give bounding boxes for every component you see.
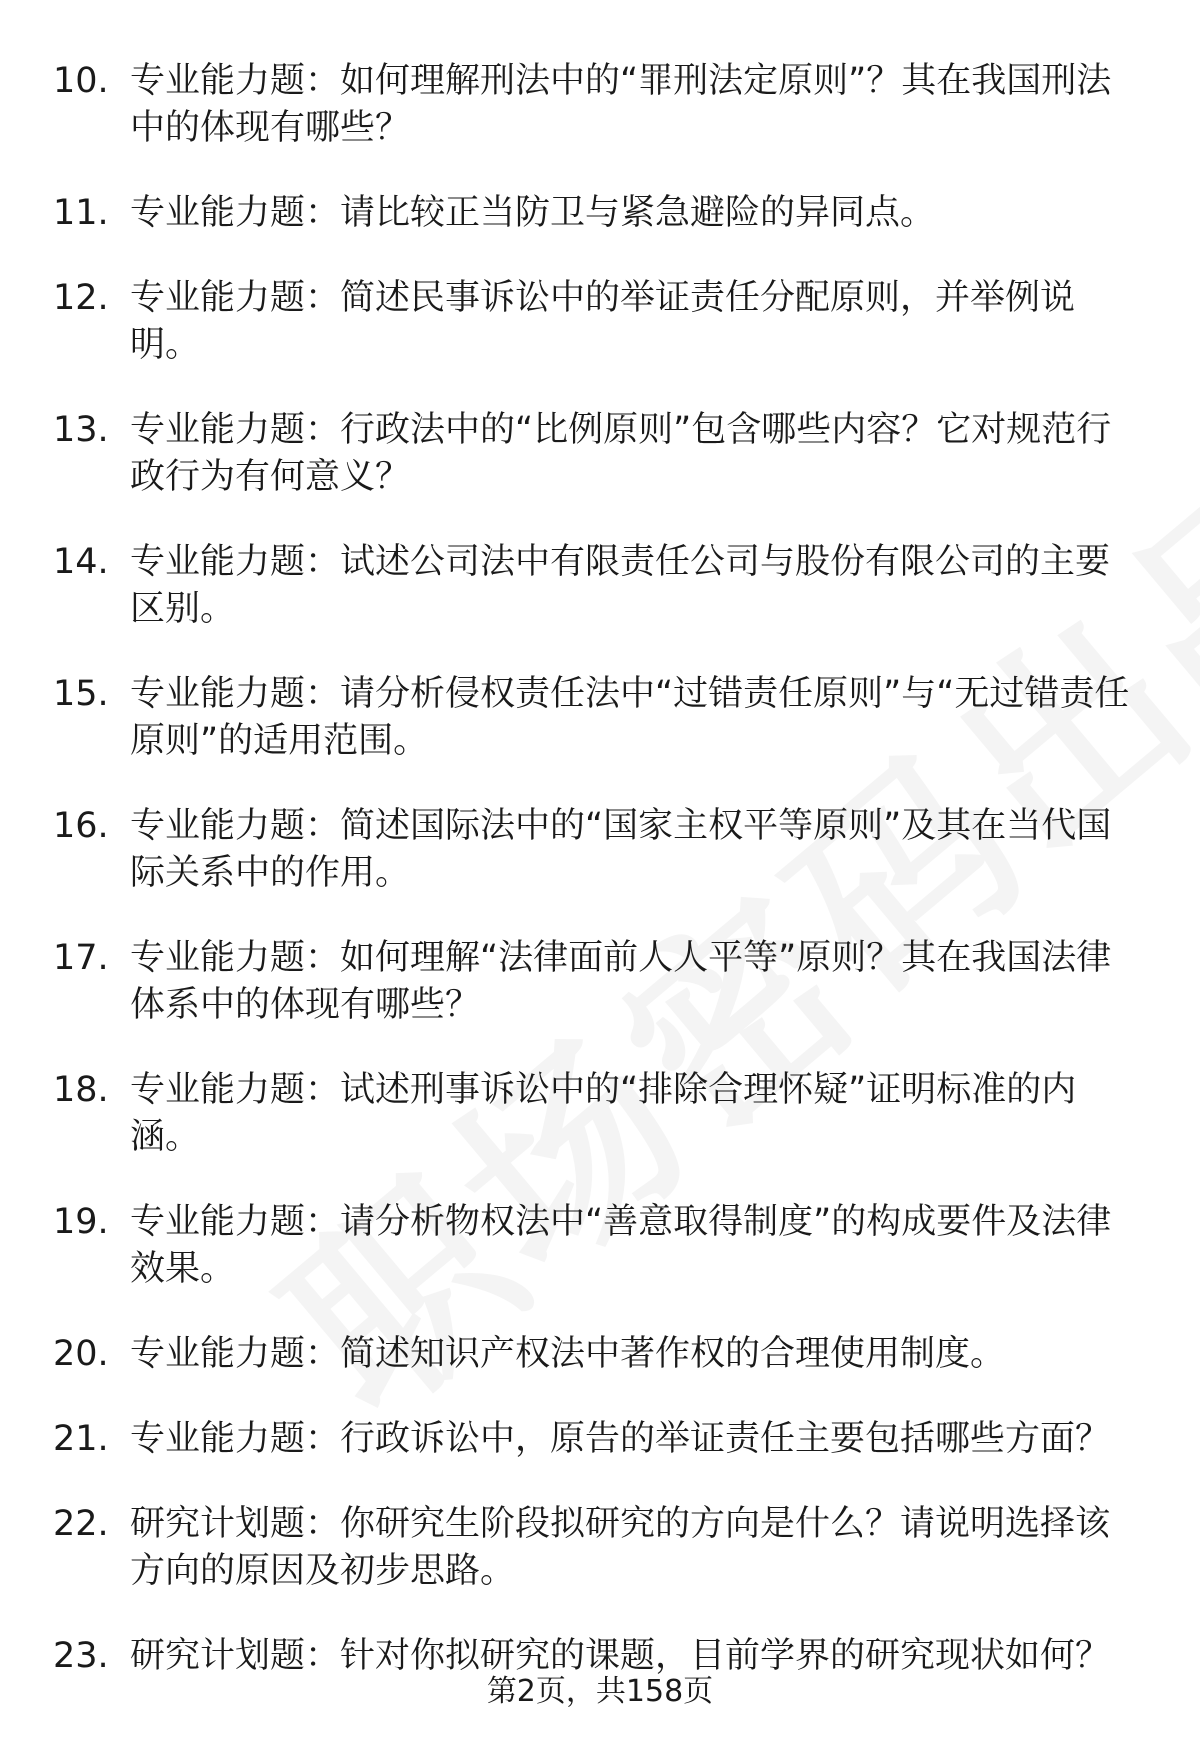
- page-footer: [0, 1672, 1200, 1712]
- question-text: 专业能力题：请分析物权法中“善意取得制度”的构成要件及法律效果。: [130, 1202, 1112, 1289]
- question-text: 专业能力题：简述民事诉讼中的举证责任分配原则，并举例说明。: [130, 278, 1076, 365]
- question-item: [0, 190, 1200, 237]
- question-number: 17.: [53, 938, 109, 978]
- question-item: [0, 1199, 1200, 1293]
- question-number: 15.: [53, 674, 109, 714]
- question-number: 12.: [53, 278, 109, 318]
- question-text: 专业能力题：请分析侵权责任法中“过错责任原则”与“无过错责任原则”的适用范围。: [130, 674, 1130, 761]
- question-number: 20.: [53, 1334, 109, 1374]
- question-text: 专业能力题：如何理解刑法中的“罪刑法定原则”？其在我国刑法中的体现有哪些？: [130, 61, 1112, 148]
- question-item: [0, 58, 1200, 152]
- question-list: [0, 58, 1200, 1718]
- question-text: 专业能力题：试述公司法中有限责任公司与股份有限公司的主要区别。: [130, 542, 1111, 629]
- question-number: 10.: [53, 61, 109, 101]
- question-text: 研究计划题：你研究生阶段拟研究的方向是什么？请说明选择该方向的原因及初步思路。: [130, 1504, 1111, 1591]
- question-text: 研究计划题：针对你拟研究的课题，目前学界的研究现状如何？: [130, 1636, 1111, 1676]
- question-number: 14.: [53, 542, 109, 582]
- question-text: 专业能力题：行政法中的“比例原则”包含哪些内容？它对规范行政行为有何意义？: [130, 410, 1112, 497]
- question-item: [0, 671, 1200, 765]
- page-number-label: 第2页，共158页: [486, 1674, 714, 1709]
- question-text: 专业能力题：简述知识产权法中著作权的合理使用制度。: [130, 1334, 1006, 1374]
- question-item: [0, 935, 1200, 1029]
- question-number: 22.: [53, 1504, 109, 1544]
- question-text: 专业能力题：行政诉讼中，原告的举证责任主要包括哪些方面？: [130, 1419, 1111, 1459]
- question-item: [0, 275, 1200, 369]
- question-number: 11.: [53, 193, 109, 233]
- question-item: [0, 1416, 1200, 1463]
- question-item: [0, 1331, 1200, 1378]
- question-item: [0, 1501, 1200, 1595]
- question-number: 16.: [53, 806, 109, 846]
- question-number: 18.: [53, 1070, 109, 1110]
- question-number: 21.: [53, 1419, 109, 1459]
- question-item: [0, 407, 1200, 501]
- question-text: 专业能力题：请比较正当防卫与紧急避险的异同点。: [130, 193, 936, 233]
- question-text: 专业能力题：如何理解“法律面前人人平等”原则？其在我国法律体系中的体现有哪些？: [130, 938, 1112, 1025]
- question-item: [0, 539, 1200, 633]
- question-number: 13.: [53, 410, 109, 450]
- question-text: 专业能力题：简述国际法中的“国家主权平等原则”及其在当代国际关系中的作用。: [130, 806, 1112, 893]
- question-text: 专业能力题：试述刑事诉讼中的“排除合理怀疑”证明标准的内涵。: [130, 1070, 1077, 1157]
- question-item: [0, 1067, 1200, 1161]
- question-item: [0, 803, 1200, 897]
- question-number: 19.: [53, 1202, 109, 1242]
- question-number: 23.: [53, 1636, 109, 1676]
